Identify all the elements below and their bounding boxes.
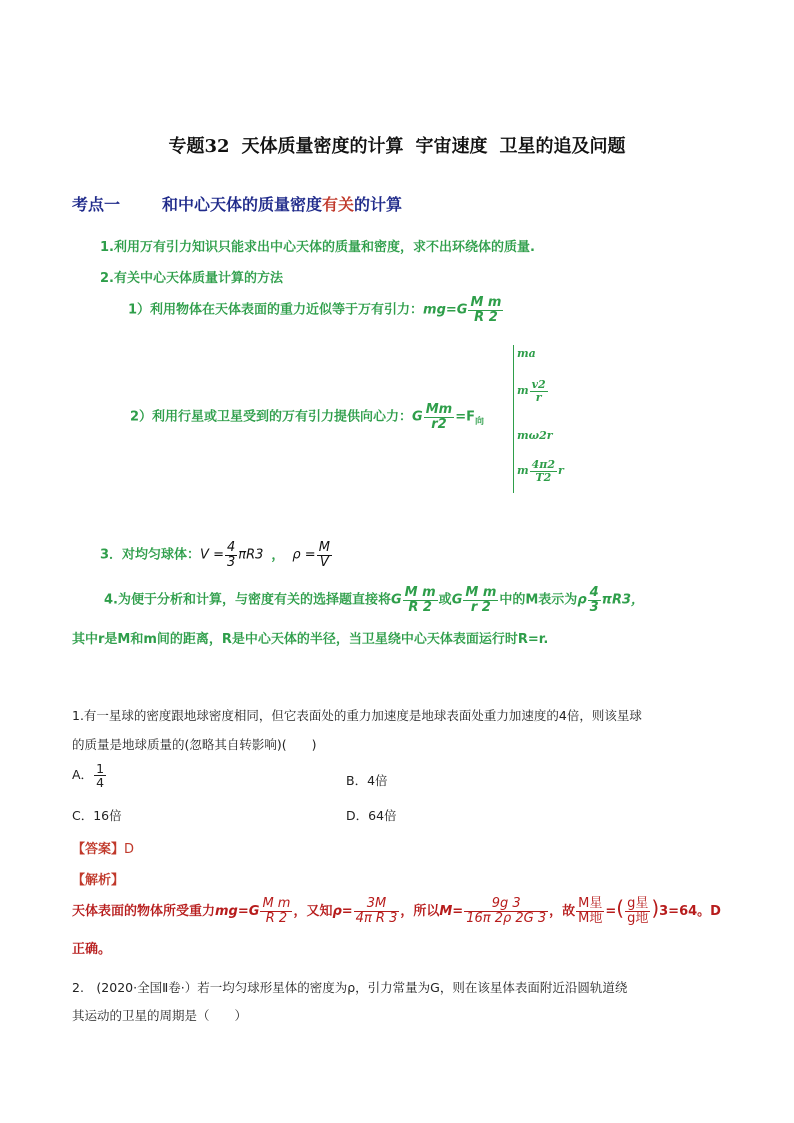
case-m4pi2 <box>517 459 564 483</box>
page-title <box>0 132 794 158</box>
fraction-denominator: V <box>319 554 329 570</box>
method-2-text: 2）利用行星或卫星受到的万有引力提供向心力： <box>130 409 413 425</box>
fraction-numerator: 3M <box>354 897 400 912</box>
method-1-fraction <box>468 296 503 324</box>
point-3-sep: ， <box>271 547 285 563</box>
option-a-fraction <box>94 762 106 789</box>
question-1-line-1: 1.有一星球的密度跟地球密度相同，但它表面处的重力加速度是地球表面处重力加速度的4倍，则该星球 <box>72 708 642 723</box>
solution-text-a: 天体表面的物体所受重力 <box>72 904 216 919</box>
analysis-label: 【解析】 <box>72 873 125 888</box>
fraction-denominator: R 2 <box>408 599 432 615</box>
point-3-V: V = <box>200 547 224 563</box>
point-4-rho: ρ <box>577 592 587 608</box>
fraction-numerator: 9g 3 <box>464 897 548 912</box>
question-2-line-1: 2. (2020·全国Ⅱ卷·）若一均匀球形星体的密度为ρ，引力常量为G，则在该星体表面附近沿圆轨道绕 <box>72 980 628 995</box>
fraction-denominator: r 2 <box>470 599 491 615</box>
fraction-denominator: 16π 2ρ 2G 3 <box>466 911 547 926</box>
method-2-G: G <box>412 409 423 425</box>
solution-eq: = <box>605 904 617 919</box>
case-m: m <box>517 464 529 478</box>
case-r: r <box>558 464 564 478</box>
fraction-numerator: 4 <box>589 585 599 600</box>
case-m: m <box>517 384 529 398</box>
point-4-piR3: πR3， <box>601 592 645 608</box>
solution-fraction-2 <box>354 897 400 925</box>
title-part-mass-density: 天体质量密度的计算 <box>241 136 404 157</box>
fraction-numerator: M m <box>470 295 502 310</box>
option-d: D．64倍 <box>346 808 397 823</box>
solution-fraction-3 <box>464 897 548 925</box>
point-3-piR3: πR3 <box>238 547 264 563</box>
fraction-numerator: g星 <box>627 896 649 912</box>
fraction-denominator: 4π R 3 <box>355 911 398 926</box>
point-3-rho-fraction <box>317 541 332 569</box>
fraction-numerator: M <box>318 540 330 555</box>
fraction-denominator: T2 <box>535 470 552 484</box>
point-4-G2: G <box>451 592 463 608</box>
fraction-numerator: v2 <box>531 378 546 391</box>
option-b: B．4倍 <box>346 773 388 788</box>
solution-text-c: ，所以 <box>400 904 440 919</box>
section-label: 考点一 <box>72 195 121 214</box>
point-4-line-2: 其中r是M和m间的距离，R是中心天体的半径，当卫星绕中心天体表面运行时R=r. <box>72 632 549 647</box>
solution-fraction-5 <box>625 897 650 925</box>
fraction-denominator: 3 <box>226 554 236 570</box>
option-c: C．16倍 <box>72 808 122 823</box>
point-4-text-b: 中的M表示为 <box>499 592 578 608</box>
section-text-highlight: 有关 <box>322 195 355 214</box>
point-3-fraction <box>225 541 237 569</box>
solution-line-2: 正确。 <box>72 942 112 957</box>
fraction-numerator: M m <box>465 585 497 600</box>
point-4-fraction-1 <box>403 586 438 614</box>
solution-fraction-1 <box>260 897 292 925</box>
method-1-text: 1）利用物体在天体表面的重力近似等于万有引力： <box>128 302 424 318</box>
point-4-text-a: 4.为便于分析和计算，与密度有关的选择题直接将 <box>104 592 391 608</box>
case-ma: ma <box>517 347 536 360</box>
fraction-numerator: 4 <box>226 540 236 555</box>
fraction-denominator: M地 <box>578 911 603 926</box>
point-1: 1.利用万有引力知识只能求出中心天体的质量和密度，求不出环绕体的质量. <box>100 240 535 255</box>
fraction-numerator: Mm <box>425 402 453 417</box>
title-part-satellite-chase: 卫星的追及问题 <box>499 136 626 157</box>
method-2-fraction <box>424 403 454 431</box>
point-3-text: 3．对均匀球体： <box>100 547 201 563</box>
section-text-a: 和中心天体的质量密度 <box>162 195 323 214</box>
case-4pi2-fraction <box>530 459 557 483</box>
case-mv2r <box>517 379 549 403</box>
section-heading <box>72 192 402 215</box>
point-4-fraction-2 <box>463 586 498 614</box>
solution-mg: mg=G <box>215 904 260 919</box>
fraction-denominator: R 2 <box>474 309 498 325</box>
solution-M: M= <box>439 904 464 919</box>
title-topic-number: 专题32 <box>168 136 230 157</box>
method-2-subscript: 向 <box>474 417 484 428</box>
solution-text-e: 3=64。D <box>659 904 721 919</box>
method-2-eq: =F <box>455 409 475 425</box>
method-2 <box>130 403 484 431</box>
point-4-fraction-3 <box>588 586 601 614</box>
option-a-label: A． <box>72 767 94 783</box>
solution-text-d: ，故 <box>549 904 576 919</box>
fraction-denominator: 4 <box>96 775 105 791</box>
solution-rho: ρ= <box>332 904 353 919</box>
fraction-denominator: r2 <box>431 416 447 432</box>
point-4-or: 或 <box>438 592 452 608</box>
fraction-denominator: r <box>535 390 542 404</box>
point-3 <box>100 541 333 569</box>
solution-fraction-4 <box>576 897 604 925</box>
fraction-numerator: M m <box>404 585 436 600</box>
fraction-numerator: 4π2 <box>531 458 555 471</box>
fraction-denominator: g地 <box>627 911 649 926</box>
question-1-line-2: 的质量是地球质量的(忽略其自转影响)( ) <box>72 737 317 752</box>
fraction-denominator: R 2 <box>265 911 288 926</box>
section-text-b: 的计算 <box>354 195 403 214</box>
answer-label: 【答案】 <box>72 842 125 857</box>
point-3-rho: ρ = <box>292 547 316 563</box>
solution-line-1: 天体表面的物体所受重力mg=G $\frac{\text{M m}}{R 2}$ ，又知ρ= $\frac{3M}{\text{4π R 3}}$ ，所以M= $\frac{9g 3}{16\pi 2\rho 2G 3}$ ，故 $\frac{\text{M星}}{\text{M地}}$ =( $\frac{\text{g星}}{\text{g地}}$ )3=64。D <box>72 896 721 926</box>
option-a <box>72 762 107 789</box>
point-4 <box>104 586 644 614</box>
solution-text-b: ，又知 <box>293 904 333 919</box>
method-1 <box>128 296 504 324</box>
case-v2-fraction <box>530 379 548 403</box>
point-4-G1: G <box>390 592 402 608</box>
fraction-numerator: 1 <box>96 761 105 776</box>
answer-value: D <box>124 842 135 857</box>
answer-line <box>72 838 134 857</box>
fraction-denominator: 3 <box>589 599 599 615</box>
case-momega2r: mω2r <box>517 429 553 442</box>
method-1-lhs: mg=G <box>423 302 468 318</box>
title-part-cosmic-velocity: 宇宙速度 <box>415 136 488 157</box>
question-2-line-2: 其运动的卫星的周期是（ ） <box>72 1008 248 1023</box>
fraction-numerator: M星 <box>578 896 603 912</box>
point-2: 2.有关中心天体质量计算的方法 <box>100 271 283 286</box>
fraction-numerator: M m <box>262 896 291 912</box>
